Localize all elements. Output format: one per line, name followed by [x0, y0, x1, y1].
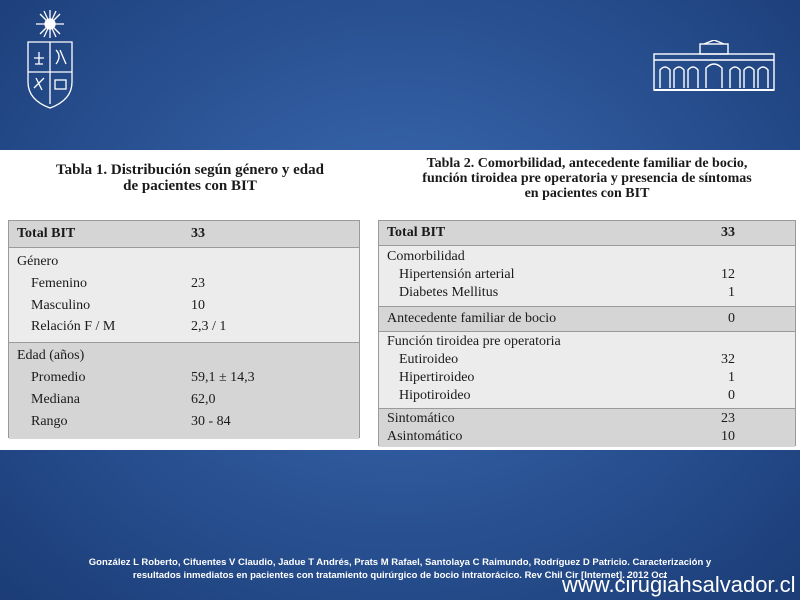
hospital-building-icon: [652, 40, 776, 94]
table1-edad-section: Edad (años) Promedio 59,1 ± 14,3 Mediana 62,0 Rango 30 - 84: [9, 343, 359, 439]
table1-title: Tabla 1. Distribución según género y edad de pacientes con BIT: [56, 162, 324, 194]
citation: González L Roberto, Cifuentes V Claudio, Jadue T Andrés, Prats M Rafael, Santolaya C Raimundo, Rodríguez D Patricio. Caracterización y resultados inmediatos en pacientes con tratamiento quirúrgico de bocio intratorácico. Rev Chil Cir [Internet]. 2012 Oct: [88, 557, 712, 581]
table1: [8, 220, 360, 438]
table2-sintomas-section: Sintomático 23 Asintomático 10: [379, 409, 795, 447]
table1-genero-section: Género Femenino 23 Masculino 10 Relación F / M 2,3 / 1: [9, 248, 359, 342]
university-crest-icon: [22, 8, 78, 112]
table2-funcion-section: Función tiroidea pre operatoria Eutiroideo 32 Hipertiroideo 1 Hipotiroideo 0: [379, 332, 795, 408]
table2: [378, 220, 796, 446]
tables-panel: [0, 150, 800, 450]
table2-total-row: Total BIT 33: [379, 221, 795, 245]
website-url: www.cirugiahsalvador.cl: [562, 572, 796, 597]
table2-antecedente-row: Antecedente familiar de bocio 0: [379, 307, 795, 331]
table2-comorbilidad-section: Comorbilidad Hipertensión arterial 12 Diabetes Mellitus 1: [379, 246, 795, 306]
table2-title: Tabla 2. Comorbilidad, antecedente familiar de bocio, función tiroidea pre operatoria y presencia de síntomas en pacientes con BIT: [422, 156, 752, 201]
table1-total-row: Total BIT 33: [9, 221, 359, 247]
